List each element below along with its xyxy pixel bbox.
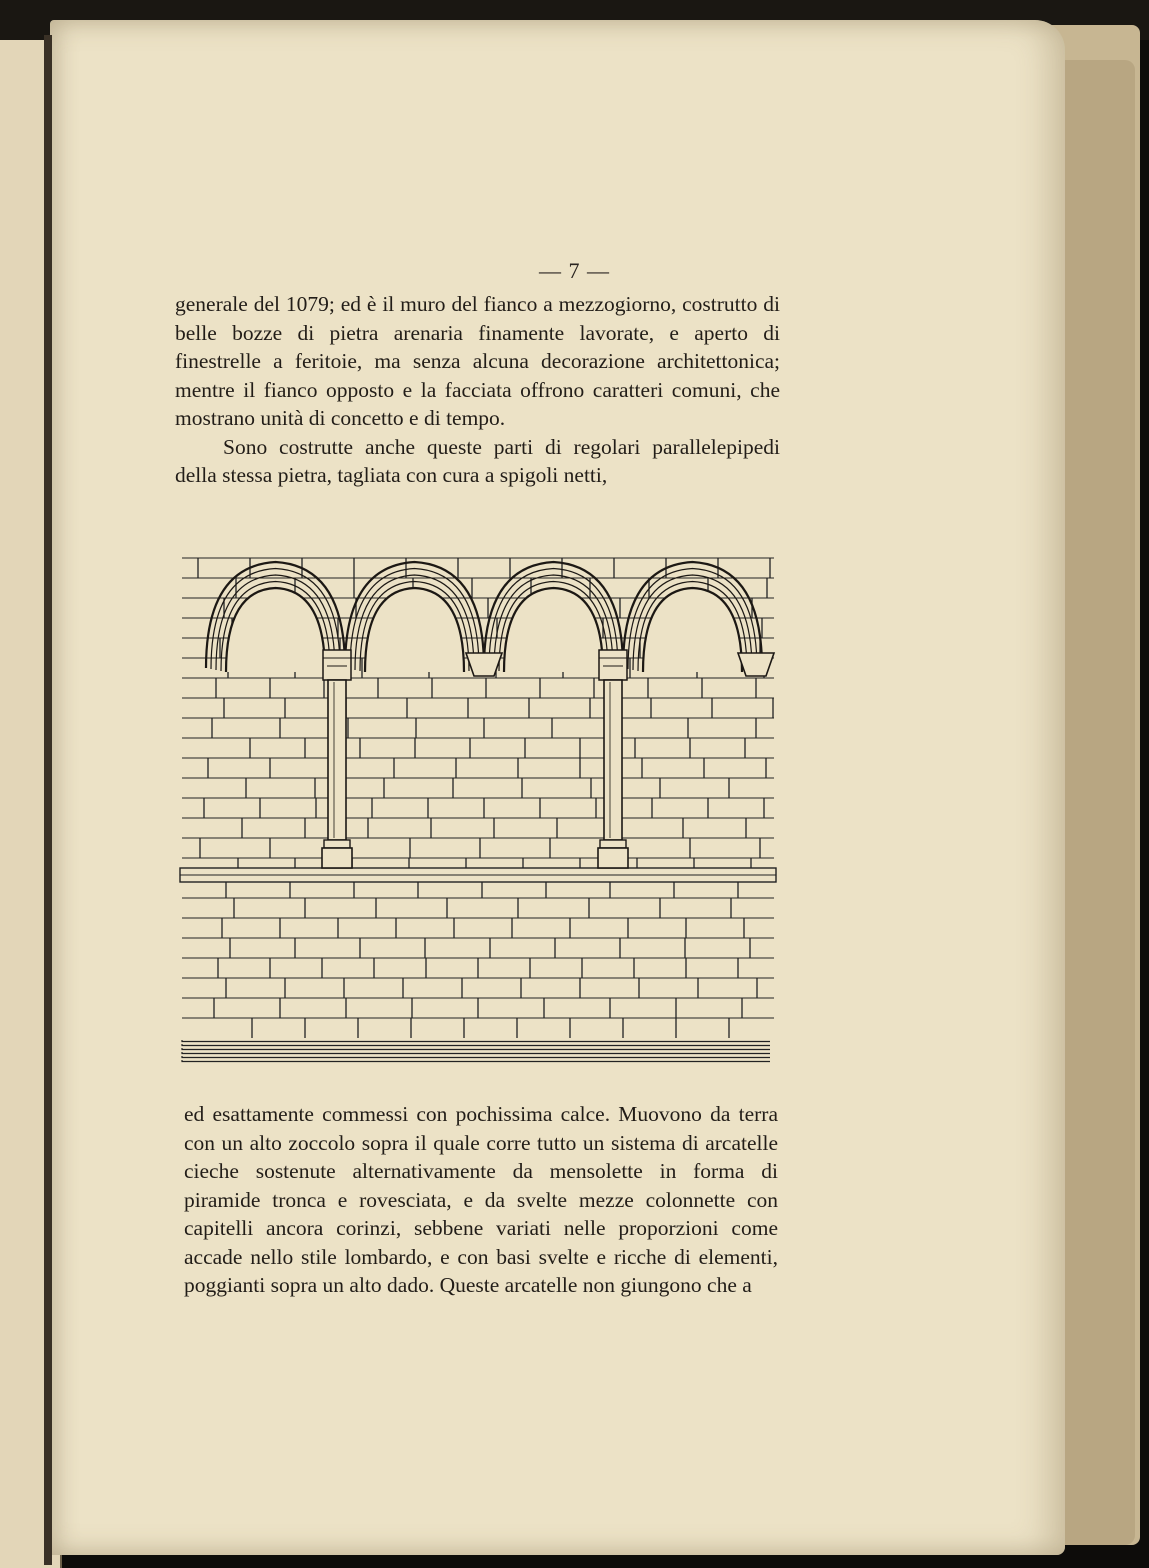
column-base-torus — [600, 840, 626, 848]
column-shaft — [604, 680, 622, 840]
ground-hatching — [182, 1040, 770, 1042]
text-block-bottom — [184, 1100, 778, 1300]
column-capital — [323, 650, 351, 680]
ground-hatching — [182, 1052, 770, 1054]
ground-hatching — [182, 1060, 770, 1062]
corbel — [738, 653, 774, 676]
column-shaft — [328, 680, 346, 840]
arch-3-ring — [504, 588, 603, 672]
paragraph-2: Sono costrutte anche queste parti di regolari parallelepipedi della stessa pietra, tagliata con cura a spigoli netti, — [175, 434, 780, 487]
arch-1-ring — [226, 588, 325, 672]
column-capital — [599, 650, 627, 680]
text-block-top — [175, 290, 780, 490]
column-dado — [322, 848, 352, 868]
page-number: — 7 — — [539, 258, 610, 283]
arch-4-ring — [643, 588, 742, 672]
arcade-drawing — [178, 548, 778, 1073]
paragraph-1: generale del 1079; ed è il muro del fianco a mezzogiorno, costrutto di belle bozze di pietra arenaria finamente lavorate, e aperto di finestrelle a feritoie, ma senza alcuna decorazione architettonica; mentre il fianco opposto e la facciata offrono caratteri comuni, che mostrano unità di concetto e di tempo. — [175, 292, 780, 430]
arch-2-ring — [365, 588, 464, 672]
ground-hatching — [182, 1044, 770, 1046]
column-dado — [598, 848, 628, 868]
paragraph-3: ed esattamente commessi con pochissima calce. Muovono da terra con un alto zoccolo sopra il quale corre tutto un sistema di arcatelle cieche sostenute alternativamente da mensolette in forma di piramide tronca e rovesciata, e da svelte mezze colonnette con capitelli ancora corinzi, sebbene variati nelle proporzioni come accade nello stile lombardo, e con basi svelte e ricche di elementi, poggianti sopra un alto dado. Queste arcatelle non giungono che a — [184, 1102, 778, 1297]
ground-hatching — [182, 1056, 770, 1058]
ground-hatching — [182, 1048, 770, 1050]
illustration-blind-arcade — [178, 548, 778, 1073]
column-base-torus — [324, 840, 350, 848]
